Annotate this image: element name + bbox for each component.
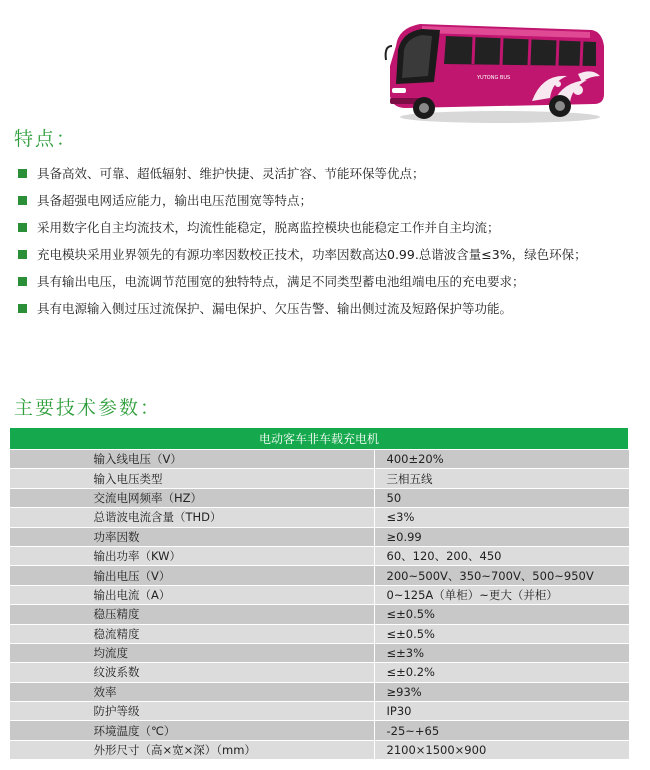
table-row: [10, 450, 629, 469]
param-name: 效率: [10, 682, 375, 701]
param-value: ≤±0.5%: [374, 624, 629, 643]
param-name: 输出功率（KW）: [10, 546, 375, 565]
table-row: [10, 566, 629, 585]
table-row: [10, 663, 629, 682]
feature-item: 具备超强电网适应能力，输出电压范围宽等特点；: [18, 187, 648, 214]
features-list: [18, 160, 648, 322]
specs-table: [9, 427, 629, 760]
table-row: [10, 488, 629, 507]
table-row: [10, 469, 629, 488]
table-row: [10, 643, 629, 662]
param-value: 50: [374, 488, 629, 507]
bullet-square-icon: [18, 169, 27, 178]
param-name: 功率因数: [10, 527, 375, 546]
param-name: 纹波系数: [10, 663, 375, 682]
param-value: 0~125A（单柜）~更大（并柜）: [374, 585, 629, 604]
table-row: [10, 527, 629, 546]
table-row: [10, 702, 629, 721]
param-value: ≥93%: [374, 682, 629, 701]
table-header-row: [10, 428, 629, 450]
param-value: ≤±0.5%: [374, 605, 629, 624]
param-value: 2100×1500×900: [374, 740, 629, 759]
bullet-square-icon: [18, 277, 27, 286]
param-value: 三相五线: [374, 469, 629, 488]
feature-item: 充电模块采用业界领先的有源功率因数校正技术，功率因数高达0.99.总谐波含量≤3%，绿色环保；: [18, 241, 637, 268]
feature-item: 具备高效、可靠、超低辐射、维护快捷、灵活扩容、节能环保等优点；: [18, 160, 648, 187]
table-header: 电动客车非车载充电机: [10, 428, 629, 450]
param-name: 总谐波电流含量（THD）: [10, 508, 375, 527]
table-row: [10, 508, 629, 527]
specs-title: 主要技术参数：: [14, 397, 162, 419]
table-row: [10, 546, 629, 565]
bullet-square-icon: [18, 250, 27, 259]
param-value: 400±20%: [374, 450, 629, 469]
feature-item: 具有电源输入侧过压过流保护、漏电保护、欠压告警、输出侧过流及短路保护等功能。: [18, 295, 648, 322]
bullet-square-icon: [18, 223, 27, 232]
param-value: ≤±3%: [374, 643, 629, 662]
param-value: 60、120、200、450: [374, 546, 629, 565]
param-name: 输入电压类型: [10, 469, 375, 488]
param-name: 输出电压（V）: [10, 566, 375, 585]
param-name: 均流度: [10, 643, 375, 662]
bullet-square-icon: [18, 196, 27, 205]
table-row: [10, 682, 629, 701]
bullet-square-icon: [18, 304, 27, 313]
features-title: 特点：: [14, 128, 78, 150]
feature-item: 具有输出电压，电流调节范围宽的独特特点，满足不同类型蓄电池组端电压的充电要求；: [18, 268, 648, 295]
param-value: ≤3%: [374, 508, 629, 527]
table-row: [10, 605, 629, 624]
feature-item: 采用数字化自主均流技术，均流性能稳定，脱离监控模块也能稳定工作并自主均流；: [18, 214, 648, 241]
param-value: -25~+65: [374, 721, 629, 740]
param-value: IP30: [374, 702, 629, 721]
param-name: 稳流精度: [10, 624, 375, 643]
table-row: [10, 624, 629, 643]
param-name: 环境温度（℃）: [10, 721, 375, 740]
param-name: 输入线电压（V）: [10, 450, 375, 469]
bus-brand-text: YUTONG BUS: [477, 75, 511, 81]
param-name: 防护等级: [10, 702, 375, 721]
param-name: 稳压精度: [10, 605, 375, 624]
param-value: ≥0.99: [374, 527, 629, 546]
param-name: 输出电流（A）: [10, 585, 375, 604]
param-name: 交流电网频率（HZ）: [10, 488, 375, 507]
param-name: 外形尺寸（高×宽×深）（mm）: [10, 740, 375, 759]
param-value: 200~500V、350~700V、500~950V: [374, 566, 629, 585]
param-value: ≤±0.2%: [374, 663, 629, 682]
table-row: [10, 721, 629, 740]
table-row: [10, 740, 629, 759]
bus-image: [382, 16, 608, 126]
table-row: [10, 585, 629, 604]
